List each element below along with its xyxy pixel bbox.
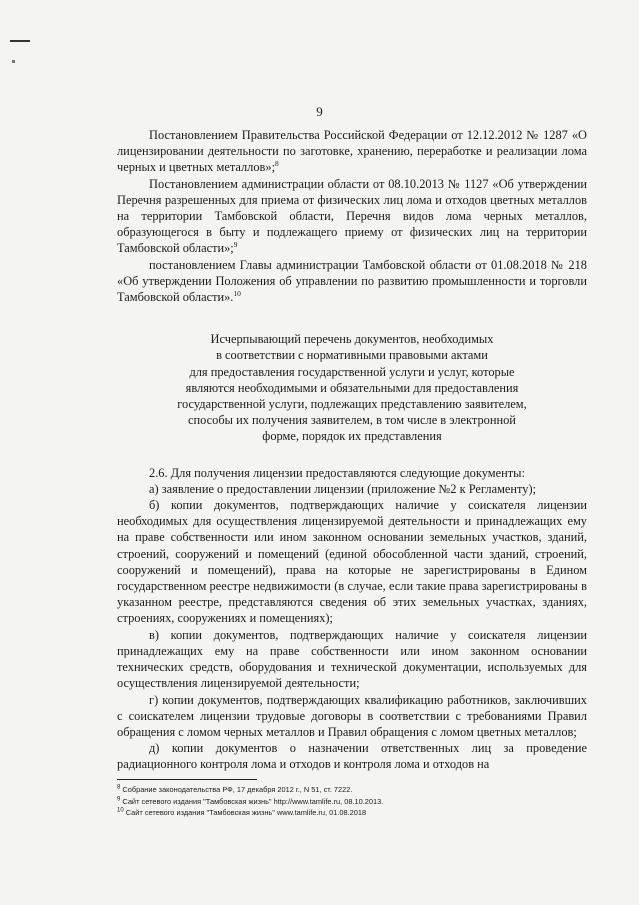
scan-artifact-dot <box>12 60 15 63</box>
paragraph-item-d: д) копии документов о назначении ответственных лиц за проведение радиационного контроля лома и отходов и контроля лома и отходов на <box>117 741 587 772</box>
paragraph-item-g: г) копии документов, подтверждающих квалификацию работников, заключивших с соискателем лицензии трудовые договоры в соответствии с требованиями Правил обращения с ломом черных металлов и Правил обращения с ломом цветных металлов; <box>117 692 587 739</box>
heading-line: государственной услуги, подлежащих представлению заявителем, <box>177 397 527 412</box>
paragraph-item-b: б) копии документов, подтверждающих наличие у соискателя лицензии необходимых для осуществления лицензируемой деятельности и принадлежащих ему на праве собственности или ином законном основании земельных участков, зданий, строений, сооружений и помещений (единой обособленной части зданий, строений, сооружений и помещений), права на которые не зарегистрированы в Едином государственном реестре недвижимости (в случае, если такие права зарегистрированы в указанном реестре, представляются сведения об этих земельных участках, зданиях, строениях, сооружениях и помещениях); <box>117 498 587 626</box>
footnote-text: Собрание законодательства РФ, 17 декабря 2012 г., N 51, ст. 7222. <box>122 785 353 794</box>
footnote-divider <box>117 779 257 780</box>
heading-line: способы их получения заявителем, в том числе в электронной <box>188 413 516 428</box>
footnote-number: 10 <box>117 807 124 814</box>
scan-artifact-mark <box>10 40 30 42</box>
paragraph-text: постановлением Главы администрации Тамбовской области от 01.08.2018 № 218 «Об утверждении Положения об управлении по развитию промышленности и торговли Тамбовской области». <box>117 257 587 305</box>
heading-line: Исчерпывающий перечень документов, необходимых <box>210 332 494 347</box>
paragraph-decree-218 <box>117 257 587 306</box>
footnote-ref: 9 <box>233 240 238 250</box>
paragraph-text: Постановлением Правительства Российской Федерации от 12.12.2012 № 1287 «О лицензировании деятельности по заготовке, хранению, переработке и реализации лома черных и цветных металлов»; <box>117 128 587 175</box>
heading-line: в соответствии с нормативными правовыми актами <box>216 348 488 363</box>
footnote <box>117 796 587 808</box>
heading-line: для предоставления государственной услуги и услуг, которые <box>189 364 515 379</box>
paragraph-item-v: в) копии документов, подтверждающих наличие у соискателя лицензии принадлежащих ему на праве собственности или ином законном основании технических средств, оборудования и технической документации, используемых для осуществления лицензируемой деятельности; <box>117 627 587 691</box>
footnotes <box>117 784 587 819</box>
footnote-number: 8 <box>117 784 121 791</box>
document-body <box>117 127 587 773</box>
footnote <box>117 784 587 796</box>
heading-line: являются необходимыми и обязательными для предоставления <box>185 380 519 395</box>
paragraph-decree-1287 <box>117 127 587 176</box>
footnote-text: Сайт сетевого издания "Тамбовская жизнь" www.tamlife.ru, 01.08.2018 <box>125 808 367 817</box>
footnote <box>117 807 587 819</box>
paragraph-2-6: 2.6. Для получения лицензии предоставляются следующие документы: <box>149 465 525 480</box>
section-heading <box>117 331 587 444</box>
paragraph-decree-1127 <box>117 176 587 257</box>
heading-line: форме, порядок их представления <box>262 429 442 444</box>
footnote-ref: 8 <box>275 159 279 169</box>
footnote-number: 9 <box>117 796 121 803</box>
paragraph-text: Постановлением администрации области от 08.10.2013 № 1127 «Об утверждении Перечня разрешенных для приема от физических лиц лома и отходов цветных металлов на территории Тамбовской области, Перечня видов лома черных металлов, образующегося в быту и подлежащего приему от физических лиц на территории Тамбовской области»; <box>117 176 587 256</box>
footnote-ref: 10 <box>233 288 241 298</box>
page-number: 9 <box>316 104 323 119</box>
paragraph-item-a: а) заявление о предоставлении лицензии (приложение №2 к Регламенту); <box>149 481 537 496</box>
footnote-text: Сайт сетевого издания "Тамбовская жизнь" http://www.tamlife.ru, 08.10.2013. <box>122 796 384 806</box>
